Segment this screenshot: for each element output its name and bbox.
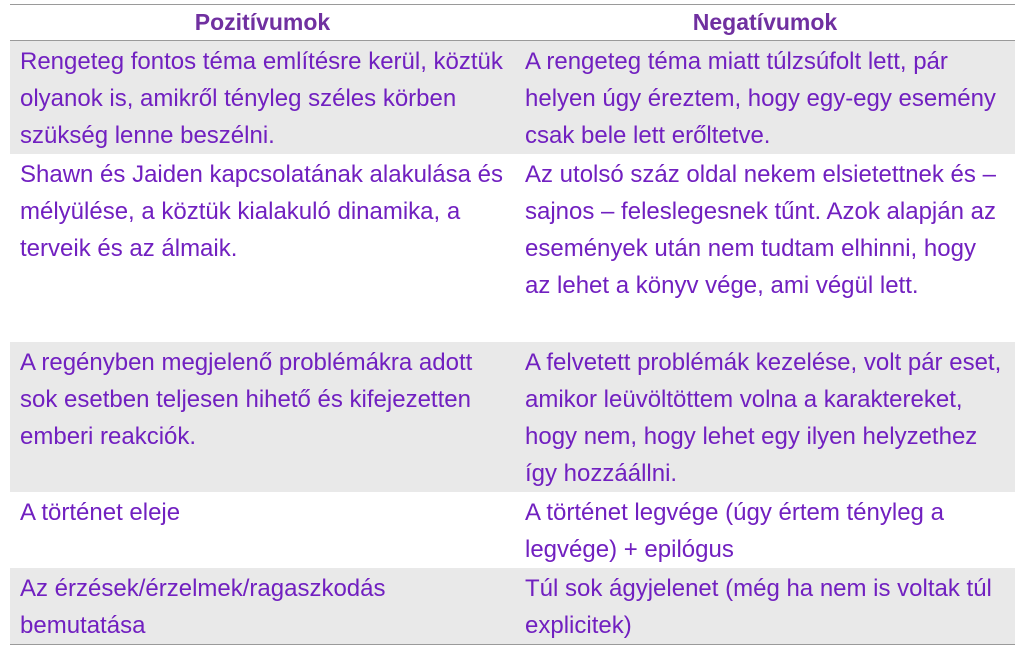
negative-cell: A rengeteg téma miatt túlzsúfolt lett, pár helyen úgy éreztem, hogy egy-egy esemény csak bele lett erőltetve. <box>515 41 1015 155</box>
header-row <box>10 5 1015 41</box>
negative-cell: Az utolsó száz oldal nekem elsietettnek és – sajnos – feleslegesnek tűnt. Azok alapján az események után nem tudtam elhinni, hogy az lehet a könyv vége, ami végül lett. <box>515 154 1015 342</box>
table-row <box>10 154 1015 342</box>
header-positives: Pozitívumok <box>10 5 515 41</box>
negative-cell: A történet legvége (úgy értem tényleg a legvége) + epilógus <box>515 492 1015 568</box>
negative-cell: Túl sok ágyjelenet (még ha nem is voltak túl explicitek) <box>515 568 1015 645</box>
positive-cell: A regényben megjelenő problémákra adott sok esetben teljesen hihető és kifejezetten emberi reakciók. <box>10 342 515 492</box>
negative-cell: A felvetett problémák kezelése, volt pár eset, amikor leüvöltöttem volna a karaktereket, hogy nem, hogy lehet egy ilyen helyzethez így hozzáállni. <box>515 342 1015 492</box>
table-row <box>10 492 1015 568</box>
positive-cell: A történet eleje <box>10 492 515 568</box>
pros-cons-table <box>10 4 1015 645</box>
table-row <box>10 568 1015 645</box>
table-row <box>10 41 1015 155</box>
table-row <box>10 342 1015 492</box>
header-negatives: Negatívumok <box>515 5 1015 41</box>
positive-cell: Rengeteg fontos téma említésre kerül, köztük olyanok is, amikről tényleg széles körben szükség lenne beszélni. <box>10 41 515 155</box>
positive-cell: Az érzések/érzelmek/ragaszkodás bemutatása <box>10 568 515 645</box>
positive-cell: Shawn és Jaiden kapcsolatának alakulása és mélyülése, a köztük kialakuló dinamika, a terveik és az álmaik. <box>10 154 515 342</box>
